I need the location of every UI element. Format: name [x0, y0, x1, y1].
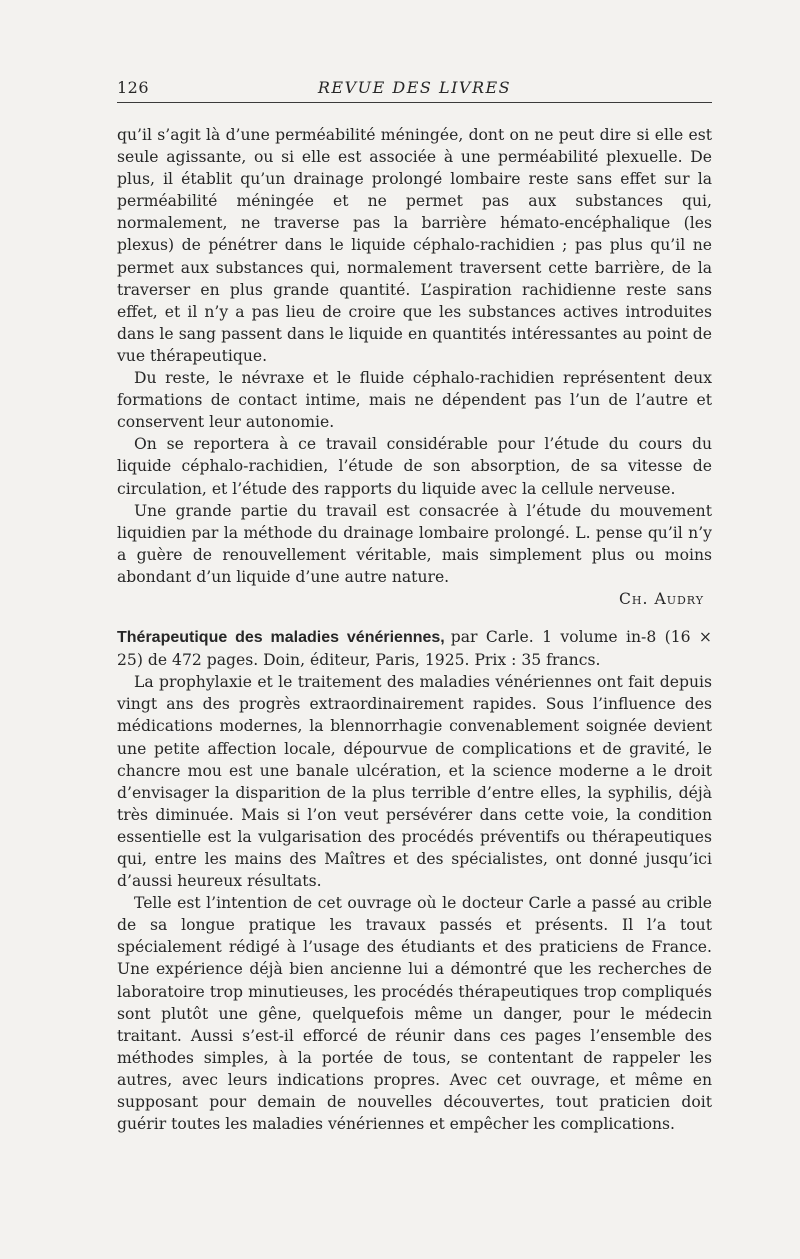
page-header: [117, 74, 712, 103]
book-details: par Carle. 1 volume in-8 (16 × 25) de 472 pages. Doin, éditeur, Paris, 1925. Prix : 35 francs.: [117, 628, 712, 670]
body-paragraph-4: Une grande partie du travail est consacrée à l’étude du mouvement liquidien par la méthode du drainage lombaire prolongé. L. pense qu’il n’y a guère de renouvellement véritable, mais simplement plus ou moins abondant d’un liquide d’une autre nature.: [117, 501, 712, 586]
page-body: [117, 124, 712, 1135]
body-paragraph-3: On se reportera à ce travail considérable pour l’étude du cours du liquide céphalo-rachidien, l’étude de son absorption, de sa vitesse de circulation, et l’étude des rapports du liquide avec la cellule nerveuse.: [117, 435, 712, 498]
body-paragraph-1: qu’il s’agit là d’une perméabilité méningée, dont on ne peut dire si elle est seule agissante, ou si elle est associée à une perméabilité plexuelle. De plus, il établit qu’un drainage prolongé lombaire reste sans effet sur la perméabilité méningée et ne permet pas aux substances qui, normalement, ne traverse pas la barrière hémato-encéphalique (les plexus) de pénétrer dans le liquide céphalo-rachidien ; pas plus qu’il ne permet aux substances qui, normalement traversent cette barrière, de la traverser en plus grande quantité. L’aspiration rachidienne reste sans effet, et il n’y a pas lieu de croire que les substances actives introduites dans le sang passent dans le liquide en quantités intéressantes au point de vue thérapeutique.: [117, 126, 712, 365]
review-heading: [117, 626, 712, 671]
running-title: REVUE DES LIVRES: [317, 78, 512, 97]
page-number: 126: [117, 78, 150, 97]
author-signature: Ch. Audry: [619, 589, 704, 608]
review-paragraph-1: La prophylaxie et le traitement des maladies vénériennes ont fait depuis vingt ans des progrès extraordinairement rapides. Sous l’influence des médications modernes, la blennorrhagie convenablement soignée devient une petite affection locale, dépourvue de complications et de gravité, le chancre mou est une banale ulcération, et la science moderne a le droit d’envisager la disparition de la plus terrible d’entre elles, la syphilis, déjà très diminuée. Mais si l’on veut persévérer dans cette voie, la condition essentielle est la vulgarisation des procédés préventifs ou thérapeutiques qui, entre les mains des Maîtres et des spécialistes, ont donné jusqu’ici d’aussi heureux résultats.: [117, 673, 712, 891]
body-paragraph-2: Du reste, le névraxe et le fluide céphalo-rachidien représentent deux formations de contact intime, mais ne dépendent pas l’un de l’autre et conservent leur autonomie.: [117, 369, 712, 432]
review-paragraph-2: Telle est l’intention de cet ouvrage où le docteur Carle a passé au crible de sa longue pratique les travaux passés et présents. Il l’a tout spécialement rédigé à l’usage des étudiants et des praticiens de France. Une expérience déjà bien ancienne lui a démontré que les recherches de laboratoire trop minutieuses, les procédés thérapeutiques trop compliqués sont plutôt une gêne, quelquefois même un danger, pour le médecin traitant. Aussi s’est-il efforcé de réunir dans ces pages l’ensemble des méthodes simples, à la portée de tous, se contentant de rappeler les autres, avec leurs indications propres. Avec cet ouvrage, et même en supposant pour demain de nouvelles découvertes, tout praticien doit guérir toutes les maladies vénériennes et empêcher les complications.: [117, 894, 712, 1134]
book-title: Thérapeutique des maladies vénériennes,: [117, 629, 445, 647]
